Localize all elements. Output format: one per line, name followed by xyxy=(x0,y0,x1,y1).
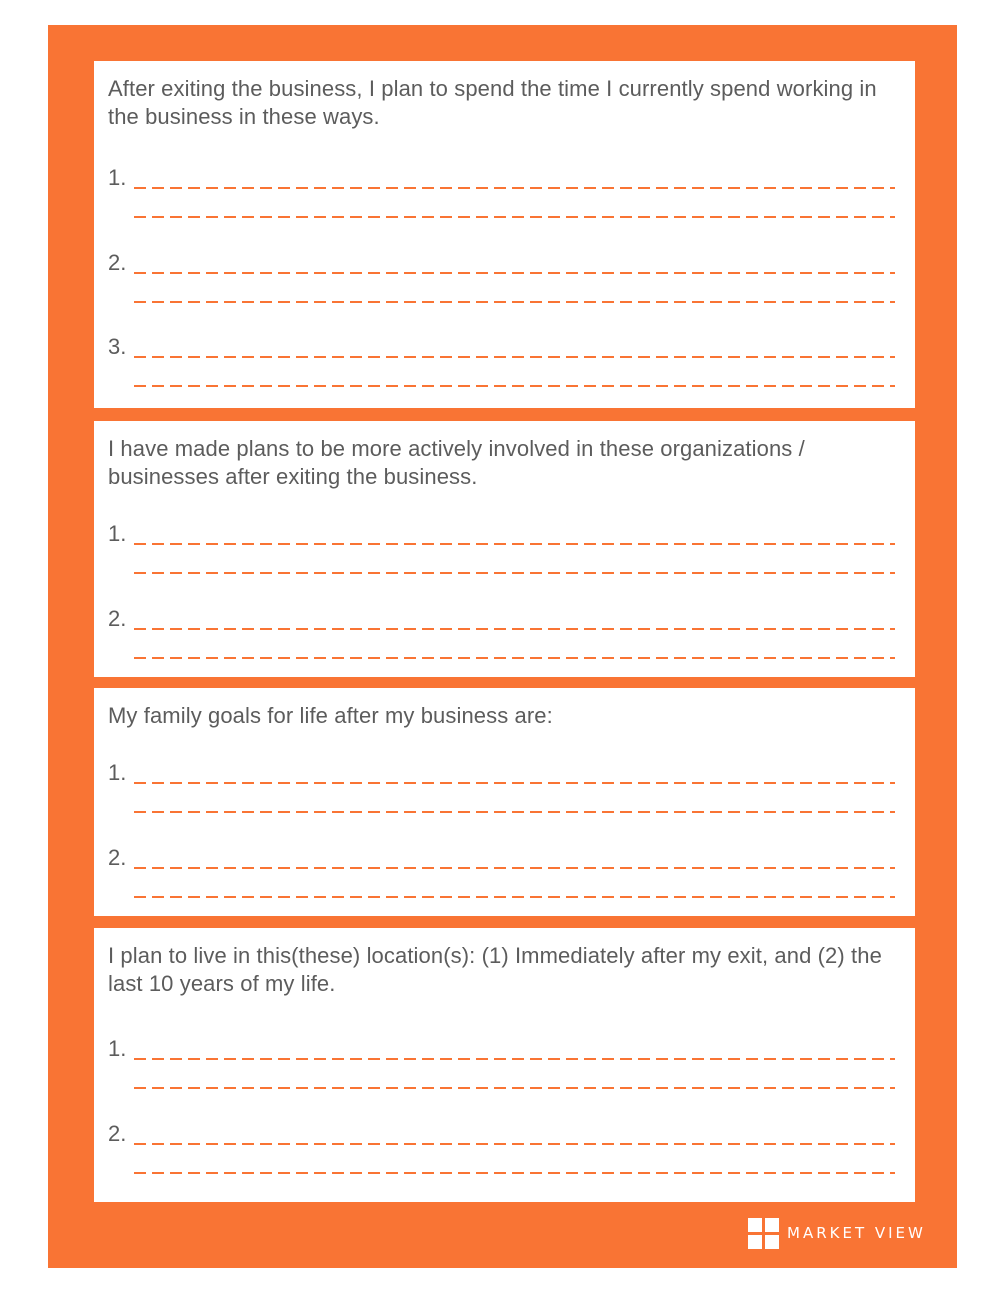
answer-line[interactable] xyxy=(134,216,895,218)
answer-item[interactable] xyxy=(108,334,895,394)
item-number: 1. xyxy=(108,521,127,546)
answer-line[interactable] xyxy=(134,385,895,387)
answer-item[interactable] xyxy=(108,1121,895,1181)
section-family-goals xyxy=(94,688,915,916)
answer-line[interactable] xyxy=(134,896,895,898)
section-organizations xyxy=(94,421,915,677)
answer-line[interactable] xyxy=(134,1143,895,1145)
answer-line[interactable] xyxy=(134,187,895,189)
answer-line[interactable] xyxy=(134,1058,895,1060)
answer-line[interactable] xyxy=(134,811,895,813)
section-question: My family goals for life after my business are: xyxy=(108,703,553,728)
item-number: 2. xyxy=(108,845,127,870)
answer-item[interactable] xyxy=(108,521,895,581)
section-question: I plan to live in this(these) location(s): (1) Immediately after my exit, and (2) the last 10 years of my life. xyxy=(108,943,882,996)
section-question: After exiting the business, I plan to spend the time I currently spend working in the business in these ways. xyxy=(108,76,877,129)
item-number: 1. xyxy=(108,165,127,190)
answer-line[interactable] xyxy=(134,867,895,869)
answer-line[interactable] xyxy=(134,628,895,630)
item-number: 2. xyxy=(108,1121,127,1146)
answer-item[interactable] xyxy=(108,1036,895,1096)
item-number: 3. xyxy=(108,334,127,359)
brand-name: MARKET VIEW xyxy=(787,1224,926,1242)
answer-line[interactable] xyxy=(134,572,895,574)
item-number: 2. xyxy=(108,606,127,631)
item-number: 1. xyxy=(108,1036,127,1061)
brand-logo xyxy=(748,1216,926,1250)
item-number: 1. xyxy=(108,760,127,785)
answer-item[interactable] xyxy=(108,606,895,666)
answer-line[interactable] xyxy=(134,356,895,358)
answer-line[interactable] xyxy=(134,1087,895,1089)
answer-line[interactable] xyxy=(134,782,895,784)
four-square-grid-icon xyxy=(748,1218,779,1249)
section-question: I have made plans to be more actively involved in these organizations / businesses after exiting the business. xyxy=(108,436,805,489)
answer-line[interactable] xyxy=(134,1172,895,1174)
answer-item[interactable] xyxy=(108,845,895,905)
answer-line[interactable] xyxy=(134,272,895,274)
section-locations xyxy=(94,928,915,1202)
item-number: 2. xyxy=(108,250,127,275)
answer-line[interactable] xyxy=(134,543,895,545)
answer-line[interactable] xyxy=(134,301,895,303)
answer-item[interactable] xyxy=(108,760,895,820)
section-time-plans xyxy=(94,61,915,408)
answer-item[interactable] xyxy=(108,250,895,310)
answer-line[interactable] xyxy=(134,657,895,659)
answer-item[interactable] xyxy=(108,165,895,225)
